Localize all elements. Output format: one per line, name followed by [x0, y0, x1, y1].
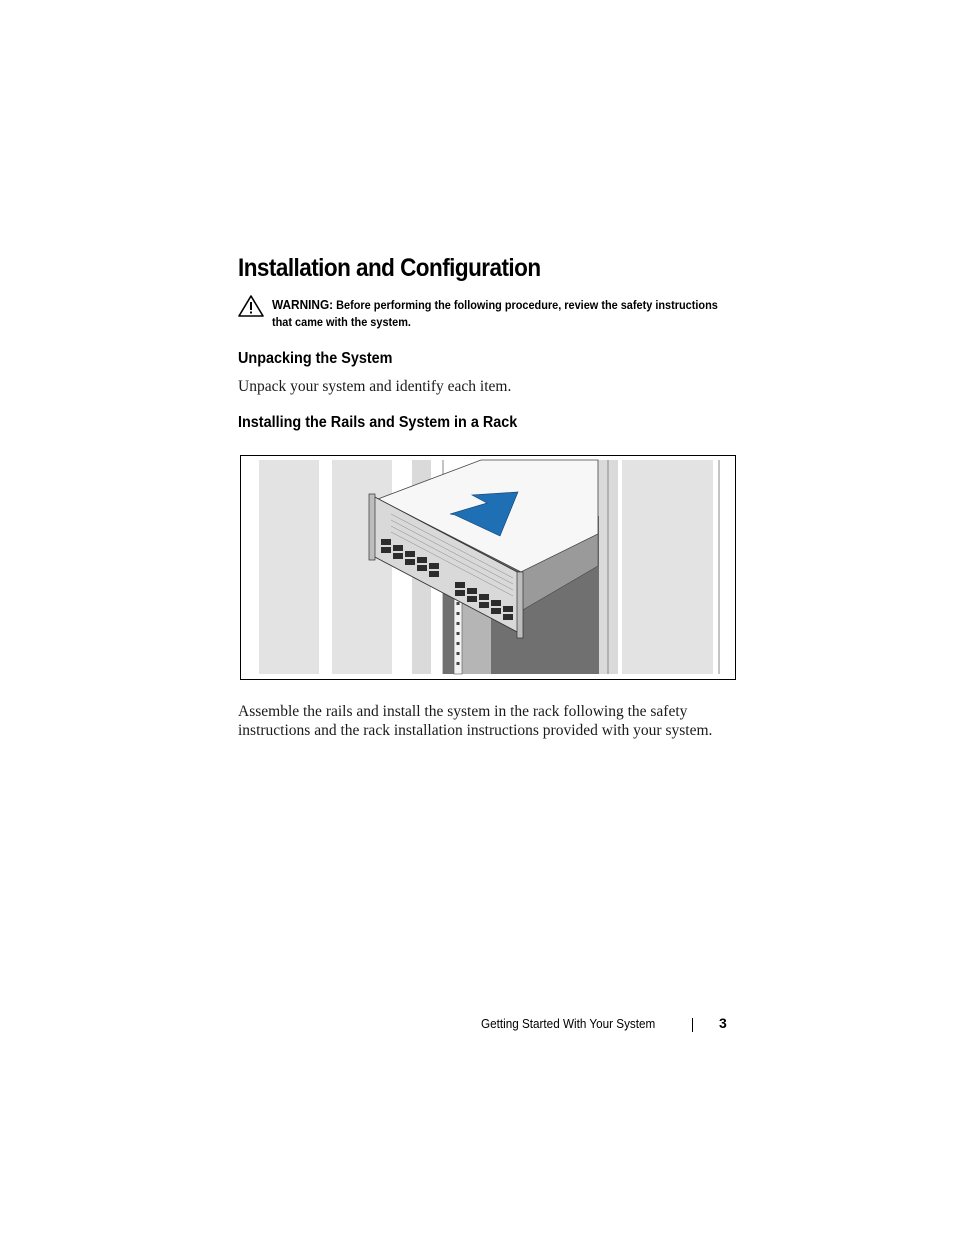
- page-number: 3: [719, 1015, 727, 1031]
- rack-installation-figure: [240, 455, 736, 680]
- warning-label: WARNING:: [272, 297, 334, 312]
- warning-notice: [272, 296, 727, 331]
- section-heading-rails: Installing the Rails and System in a Rack: [238, 414, 518, 431]
- section-body-rails: Assemble the rails and install the system in the rack following the safety instructions and the rack installation instructions provided with your system.: [238, 703, 713, 739]
- section-body-unpacking: Unpack your system and identify each item.: [238, 378, 512, 395]
- footer-separator: [692, 1018, 693, 1032]
- page-title: Installation and Configuration: [238, 254, 541, 282]
- warning-triangle-icon: [237, 294, 265, 318]
- footer-document-title: Getting Started With Your System: [481, 1016, 656, 1031]
- warning-text: Before performing the following procedure, review the safety instructions that came with the system.: [272, 298, 718, 329]
- server-rack-illustration: [241, 456, 735, 679]
- section-heading-unpacking: Unpacking the System: [238, 350, 393, 367]
